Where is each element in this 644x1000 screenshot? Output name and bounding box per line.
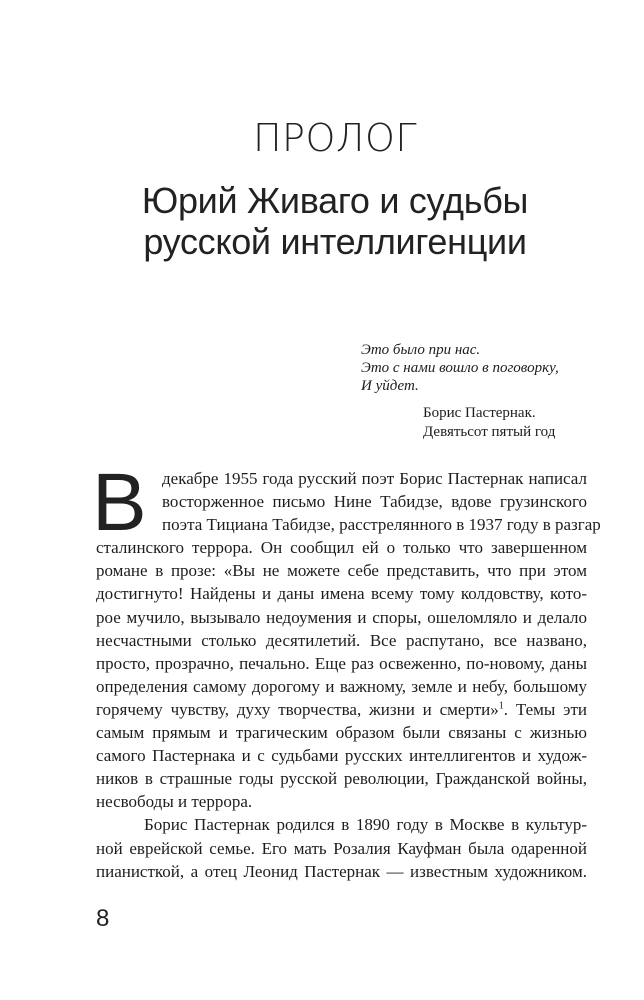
chapter-subtitle-line-2: русской интеллигенции: [143, 221, 527, 262]
body-line: рое мучило, вызывало недоумения и споры, ошеломляло и делало: [96, 607, 587, 627]
epigraph-line-1: Это было при нас.: [361, 342, 481, 358]
epigraph-line-2: Это с нами вошло в поговорку,: [361, 360, 559, 376]
body-text: [96, 467, 601, 883]
body-line: сталинского террора. Он сообщил ей о только что завершенном: [96, 538, 587, 558]
body-line: ной еврейской семье. Его мать Розалия Кауфман была одаренной: [96, 838, 587, 858]
body-line: несвободы и террора.: [96, 792, 253, 812]
body-line: пианисткой, а отец Леонид Пастернак — известным художником.: [96, 861, 587, 881]
body-line: самым прямым и трагическим образом были связаны с жизнью: [96, 723, 587, 743]
body-line: [96, 698, 587, 721]
chapter-subtitle-line-1: Юрий Живаго и судьбы: [141, 180, 529, 221]
body-line-text: горячему чувству, духу творчества, жизни и смерти»: [96, 699, 499, 719]
body-line: самого Пастернака и с судьбами русских интеллигентов и худож-: [96, 746, 587, 766]
body-line: просто, прозрачно, печально. Еще раз освеженно, по-новому, даны: [96, 653, 587, 673]
body-line: определения самому дорогому и важному, земле и небу, большому: [96, 676, 587, 696]
body-line-text: . Темы эти: [503, 699, 587, 719]
body-line: поэта Тициана Табидзе, расстрелянного в 1937 году в разгар: [162, 515, 601, 535]
body-line: несчастными столько десятилетий. Все распутано, все названо,: [96, 630, 587, 650]
footnote-reference[interactable]: 1: [498, 700, 504, 712]
body-line: романе в прозе: «Вы не можете себе представить, что при этом: [96, 561, 587, 581]
epigraph-source: Девятьсот пятый год: [423, 424, 556, 440]
body-line: достигнуто! Найдены и даны имена всему тому колдовству, кото-: [96, 584, 587, 604]
chapter-title: ПРОЛОГ: [252, 116, 418, 160]
page-number: 8: [96, 905, 110, 932]
epigraph-line-3: И уйдет.: [361, 378, 419, 394]
body-line: восторженное письмо Нине Табидзе, вдове грузинского: [162, 492, 587, 512]
drop-cap: В: [92, 457, 147, 548]
body-line: ников в страшные годы русской революции, Гражданской войны,: [96, 769, 587, 789]
body-line: декабре 1955 года русский поэт Борис Пастернак написал: [162, 469, 587, 488]
epigraph-author: Борис Пастернак.: [423, 405, 536, 421]
body-line: Борис Пастернак родился в 1890 году в Москве в культур-: [144, 815, 587, 835]
